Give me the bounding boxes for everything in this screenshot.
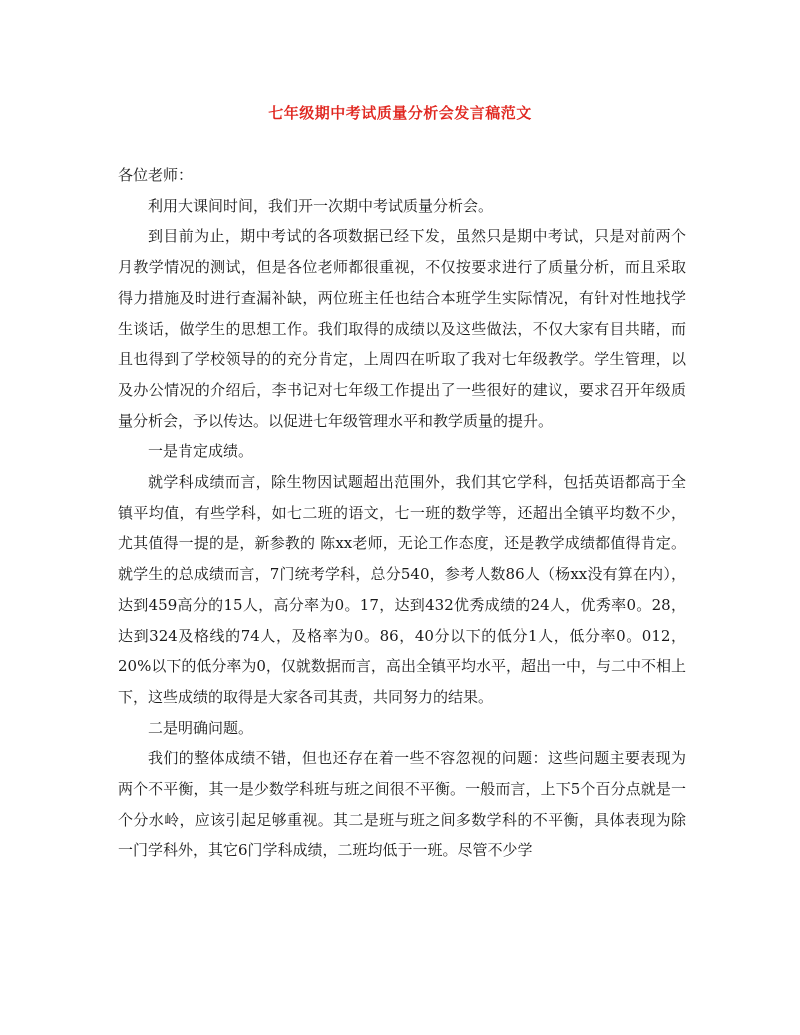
salutation: 各位老师： [118, 166, 194, 184]
paragraph-problems: 我们的整体成绩不错，但也还存在着一些不容忽视的问题：这些问题主要表现为两个不平衡，其一是少数学科班与班之间很不平衡。一般而言，上下5个百分点就是一个分水岭，应该引起足够重视。其二是班与班之间多数学科的不平衡，具体表现为除一门学科外，其它6门学科成绩，二班均低于一班。尽管不少学 [118, 749, 686, 860]
paragraph-overview: 到目前为止，期中考试的各项数据已经下发，虽然只是期中考试，只是对前两个月教学情况的测试，但是各位老师都很重视，不仅按要求进行了质量分析，而且采取得力措施及时进行查漏补缺，两位班主任也结合本班学生实际情况，有针对性地找学生谈话，做学生的思想工作。我们取得的成绩以及这些做法，不仅大家有目共睹，而且也得到了学校领导的的充分肯定，上周四在听取了我对七年级教学。学生管理，以及办公情况的介绍后，李书记对七年级工作提出了一些很好的建议，要求召开年级质量分析会，予以传达。以促进七年级管理水平和教学质量的提升。 [118, 227, 686, 430]
document-body [118, 160, 686, 866]
paragraph-intro: 利用大课间时间，我们开一次期中考试质量分析会。 [148, 196, 494, 215]
section-heading-problems: 二是明确问题。 [148, 718, 254, 737]
paragraph-achievements: 就学科成绩而言，除生物因试题超出范围外，我们其它学科，包括英语都高于全镇平均值，有些学科，如七二班的语文，七一班的数学等，还超出全镇平均数不少，尤其值得一提的是，新参教的 陈xx老师，无论工作态度，还是教学成绩都值得肯定。就学生的总成绩而言，7门统考学科，总分540，参考人数86人（杨xx没有算在内），达到459高分的15人，高分率为0。17，达到432优秀成绩的24人，优秀率0。28，达到324及格线的74人，及格率为0。86，40分以下的低分1人，低分率0。012，20%以下的低分率为0，仅就数据而言，高出全镇平均水平，超出一中，与二中不相上下，这些成绩的取得是大家各司其责，共同努力的结果。 [118, 473, 686, 706]
document-title: 七年级期中考试质量分析会发言稿范文 [268, 104, 532, 122]
section-heading-achievements: 一是肯定成绩。 [148, 442, 254, 461]
